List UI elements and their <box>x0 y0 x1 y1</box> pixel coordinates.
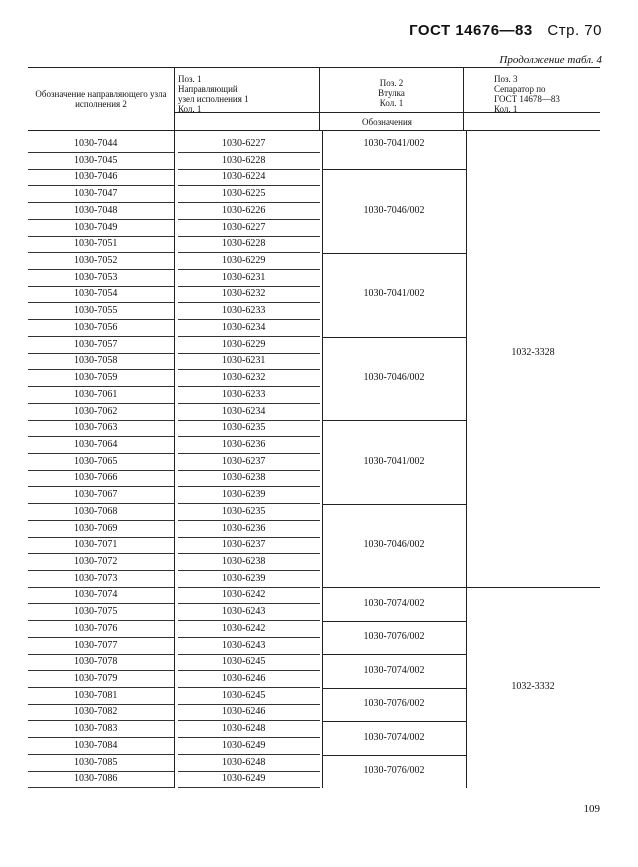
guide-cell <box>178 320 320 337</box>
bushing-group-rule <box>322 755 466 756</box>
guide-code: 1030-6231 <box>222 355 266 367</box>
assembly-code: 1030-7053 <box>74 271 118 283</box>
assembly-cell <box>28 320 174 337</box>
assembly-cell <box>28 153 174 170</box>
guide-cell <box>178 470 320 487</box>
assembly-code: 1030-7085 <box>74 756 118 768</box>
assembly-code: 1030-7074 <box>74 589 118 601</box>
assembly-cell <box>28 704 174 721</box>
assembly-cell <box>28 186 174 203</box>
table-continuation-label: Продолжение табл. 4 <box>499 54 602 66</box>
assembly-code: 1030-7077 <box>74 639 118 651</box>
bushing-group-rule <box>322 337 466 338</box>
guide-code: 1030-6249 <box>222 739 266 751</box>
assembly-code: 1030-7083 <box>74 723 118 735</box>
bushing-code: 1030-7076/002 <box>363 765 425 776</box>
guide-cell <box>178 203 320 220</box>
guide-cell <box>178 521 320 538</box>
assembly-cell <box>28 621 174 638</box>
assembly-code: 1030-7054 <box>74 288 118 300</box>
table-row <box>28 236 328 253</box>
header-col-separator-line: ГОСТ 14678—83 <box>494 94 560 104</box>
guide-cell <box>178 755 320 772</box>
assembly-code: 1030-7061 <box>74 388 118 400</box>
guide-cell <box>178 337 320 354</box>
header-col-guide-line: Кол. 1 <box>178 104 202 114</box>
standard-number: ГОСТ 14676—83 <box>409 22 533 39</box>
table-row <box>28 404 328 421</box>
assembly-cell <box>28 671 174 688</box>
bushing-group-rule <box>322 621 466 622</box>
assembly-cell <box>28 504 174 521</box>
assembly-cell <box>28 253 174 270</box>
guide-cell <box>178 738 320 755</box>
header-col-separator-line: Поз. 3 <box>494 74 518 84</box>
guide-cell <box>178 771 320 788</box>
guide-code: 1030-6228 <box>222 238 266 250</box>
guide-cell <box>178 370 320 387</box>
guide-code: 1030-6238 <box>222 556 266 567</box>
table-row <box>28 186 328 203</box>
separator-code: 1032-3328 <box>511 347 555 358</box>
assembly-cell <box>28 353 174 370</box>
assembly-cell <box>28 587 174 604</box>
guide-code: 1030-6237 <box>222 455 266 467</box>
assembly-code: 1030-7044 <box>74 138 118 149</box>
guide-cell <box>178 587 320 604</box>
guide-cell <box>178 387 320 404</box>
assembly-cell <box>28 454 174 471</box>
guide-code: 1030-6224 <box>222 171 266 183</box>
assembly-code: 1030-7068 <box>74 505 118 517</box>
table-row <box>28 303 328 320</box>
table-row <box>28 470 328 487</box>
table-row <box>28 353 328 370</box>
assembly-code: 1030-7073 <box>74 572 118 584</box>
table-row <box>28 454 328 471</box>
assembly-code: 1030-7045 <box>74 154 118 166</box>
assembly-cell <box>28 521 174 538</box>
assembly-cell <box>28 203 174 220</box>
table-row <box>28 487 328 504</box>
table-row <box>28 220 328 237</box>
table-row <box>28 688 328 705</box>
guide-cell <box>178 353 320 370</box>
designations-subheader: Обозначения <box>174 112 600 131</box>
guide-cell <box>178 504 320 521</box>
assembly-code: 1030-7081 <box>74 689 118 701</box>
guide-cell <box>178 186 320 203</box>
assembly-cell <box>28 370 174 387</box>
assembly-cell <box>28 688 174 705</box>
guide-cell <box>178 487 320 504</box>
assembly-cell <box>28 220 174 237</box>
table-row <box>28 537 328 554</box>
assembly-code: 1030-7075 <box>74 606 118 618</box>
bushing-code: 1030-7074/002 <box>363 597 425 609</box>
assembly-code: 1030-7066 <box>74 472 118 484</box>
table-row <box>28 755 328 772</box>
separator-code: 1032-3332 <box>511 681 555 693</box>
guide-code: 1030-6237 <box>222 539 266 551</box>
guide-cell <box>178 236 320 253</box>
assembly-cell <box>28 654 174 671</box>
header-col-separator-line: Сепаратор по <box>494 84 546 94</box>
guide-code: 1030-6243 <box>222 639 266 651</box>
assembly-code: 1030-7065 <box>74 455 118 467</box>
guide-cell <box>178 136 320 153</box>
guide-code: 1030-6232 <box>222 288 266 300</box>
assembly-cell <box>28 387 174 404</box>
guide-cell <box>178 621 320 638</box>
guide-code: 1030-6246 <box>222 706 266 718</box>
assembly-cell <box>28 136 174 153</box>
page-header <box>409 22 602 39</box>
table-row <box>28 671 328 688</box>
page-number: 109 <box>583 803 600 815</box>
assembly-code: 1030-7079 <box>74 673 118 685</box>
assembly-code: 1030-7059 <box>74 372 118 384</box>
table-row <box>28 320 328 337</box>
guide-cell <box>178 654 320 671</box>
assembly-cell <box>28 738 174 755</box>
assembly-cell <box>28 437 174 454</box>
guide-cell <box>178 404 320 421</box>
guide-code: 1030-6248 <box>222 756 266 768</box>
guide-cell <box>178 420 320 437</box>
assembly-cell <box>28 554 174 571</box>
assembly-code: 1030-7082 <box>74 706 118 718</box>
assembly-code: 1030-7072 <box>74 556 118 567</box>
guide-code: 1030-6246 <box>222 673 266 685</box>
bushing-code: 1030-7041/002 <box>363 455 425 467</box>
guide-cell <box>178 704 320 721</box>
guide-code: 1030-6238 <box>222 472 266 484</box>
guide-code: 1030-6239 <box>222 489 266 501</box>
assembly-cell <box>28 270 174 287</box>
bushing-code: 1030-7046/002 <box>363 539 425 551</box>
table-row <box>28 286 328 303</box>
guide-cell <box>178 571 320 588</box>
assembly-code: 1030-7078 <box>74 656 118 668</box>
guide-code: 1030-6234 <box>222 405 266 417</box>
assembly-code: 1030-7049 <box>74 221 118 233</box>
table-row <box>28 587 328 604</box>
assembly-code: 1030-7069 <box>74 522 118 534</box>
guide-cell <box>178 537 320 554</box>
table-row <box>28 654 328 671</box>
guide-cell <box>178 554 320 571</box>
table-row <box>28 554 328 571</box>
table-row <box>28 203 328 220</box>
guide-cell <box>178 638 320 655</box>
bushing-group-rule <box>322 587 466 588</box>
assembly-cell <box>28 236 174 253</box>
assembly-cell <box>28 537 174 554</box>
assembly-code: 1030-7057 <box>74 338 118 350</box>
guide-code: 1030-6245 <box>222 656 266 668</box>
guide-code: 1030-6233 <box>222 388 266 400</box>
table-row <box>28 621 328 638</box>
table-row <box>28 771 328 788</box>
guide-code: 1030-6236 <box>222 438 266 450</box>
header-col-bushing-line: Втулка <box>378 88 405 98</box>
assembly-cell <box>28 169 174 186</box>
guide-code: 1030-6234 <box>222 321 266 333</box>
bushing-group-rule <box>322 654 466 655</box>
assembly-code: 1030-7056 <box>74 321 118 333</box>
guide-cell <box>178 671 320 688</box>
assembly-cell <box>28 420 174 437</box>
guide-cell <box>178 437 320 454</box>
guide-cell <box>178 270 320 287</box>
bushing-group-rule <box>322 504 466 505</box>
guide-code: 1030-6232 <box>222 372 266 384</box>
assembly-cell <box>28 487 174 504</box>
table-row <box>28 738 328 755</box>
bushing-code: 1030-7046/002 <box>363 204 425 216</box>
bushing-group-rule <box>322 420 466 421</box>
guide-code: 1030-6242 <box>222 589 266 601</box>
guide-code: 1030-6243 <box>222 606 266 618</box>
assembly-code: 1030-7047 <box>74 188 118 200</box>
guide-code: 1030-6228 <box>222 154 266 166</box>
guide-cell <box>178 169 320 186</box>
table-row <box>28 337 328 354</box>
bushing-code: 1030-7041/002 <box>363 288 425 300</box>
assembly-code: 1030-7086 <box>74 773 118 785</box>
assembly-code: 1030-7046 <box>74 171 118 183</box>
assembly-code: 1030-7051 <box>74 238 118 250</box>
guide-cell <box>178 604 320 621</box>
assembly-cell <box>28 721 174 738</box>
guide-code: 1030-6227 <box>222 221 266 233</box>
table-row <box>28 571 328 588</box>
table-row <box>28 153 328 170</box>
table-row <box>28 504 328 521</box>
guide-code: 1030-6245 <box>222 689 266 701</box>
bushing-group-rule <box>322 169 466 170</box>
assembly-cell <box>28 470 174 487</box>
assembly-code: 1030-7071 <box>74 539 118 551</box>
assembly-cell <box>28 755 174 772</box>
guide-code: 1030-6225 <box>222 188 266 200</box>
assembly-cell <box>28 337 174 354</box>
table-row <box>28 370 328 387</box>
assembly-cell <box>28 604 174 621</box>
assembly-code: 1030-7048 <box>74 204 118 216</box>
assembly-code: 1030-7062 <box>74 405 118 417</box>
guide-code: 1030-6249 <box>222 773 266 785</box>
guide-code: 1030-6242 <box>222 622 266 634</box>
guide-code: 1030-6231 <box>222 271 266 283</box>
guide-cell <box>178 303 320 320</box>
assembly-cell <box>28 286 174 303</box>
guide-code: 1030-6233 <box>222 305 266 317</box>
bushing-code: 1030-7041/002 <box>363 138 425 149</box>
bushing-group-rule <box>322 253 466 254</box>
guide-code: 1030-6239 <box>222 572 266 584</box>
header-col-guide-line: Поз. 1 <box>178 74 202 84</box>
table-row <box>28 704 328 721</box>
guide-code: 1030-6229 <box>222 255 266 267</box>
guide-code: 1030-6248 <box>222 723 266 735</box>
table-row <box>28 387 328 404</box>
assembly-code: 1030-7064 <box>74 438 118 450</box>
guide-cell <box>178 220 320 237</box>
header-col-bushing-line: Кол. 1 <box>379 98 404 108</box>
assembly-cell <box>28 571 174 588</box>
table-row <box>28 721 328 738</box>
table-row <box>28 638 328 655</box>
table-row <box>28 521 328 538</box>
header-col-guide-line: Направляющий <box>178 84 238 94</box>
table-row <box>28 437 328 454</box>
separator-group-rule <box>466 587 600 588</box>
guide-cell <box>178 688 320 705</box>
guide-cell <box>178 454 320 471</box>
table-row <box>28 136 328 153</box>
guide-cell <box>178 153 320 170</box>
table-row <box>28 253 328 270</box>
assembly-code: 1030-7055 <box>74 305 118 317</box>
header-col-guide-line: узел исполнения 1 <box>178 94 249 104</box>
bushing-code: 1030-7076/002 <box>363 631 425 643</box>
bushing-code: 1030-7076/002 <box>363 698 425 710</box>
guide-cell <box>178 286 320 303</box>
header-col-bushing-line: Поз. 2 <box>379 78 404 88</box>
assembly-code: 1030-7076 <box>74 622 118 634</box>
guide-cell <box>178 721 320 738</box>
assembly-code: 1030-7084 <box>74 739 118 751</box>
header-col-assembly <box>28 68 175 130</box>
assembly-code: 1030-7058 <box>74 355 118 367</box>
table-row <box>28 604 328 621</box>
header-col-assembly-label: Обозначение направляющего узла исполнения 2 <box>35 89 167 109</box>
guide-cell <box>178 253 320 270</box>
guide-code: 1030-6235 <box>222 422 266 434</box>
assembly-code: 1030-7052 <box>74 255 118 267</box>
bushing-code: 1030-7074/002 <box>363 731 425 743</box>
assembly-code: 1030-7063 <box>74 422 118 434</box>
guide-code: 1030-6235 <box>222 505 266 517</box>
header-col-separator-line: Кол. 1 <box>494 104 518 114</box>
bushing-group-rule <box>322 688 466 689</box>
table-row <box>28 420 328 437</box>
table-row <box>28 169 328 186</box>
guide-code: 1030-6227 <box>222 138 266 149</box>
table-row <box>28 270 328 287</box>
assembly-code: 1030-7067 <box>74 489 118 501</box>
assembly-cell <box>28 404 174 421</box>
guide-code: 1030-6226 <box>222 204 266 216</box>
bushing-group-rule <box>322 721 466 722</box>
guide-code: 1030-6229 <box>222 338 266 350</box>
assembly-cell <box>28 771 174 788</box>
page-reference: Стр. 70 <box>547 22 602 39</box>
bushing-code: 1030-7074/002 <box>363 664 425 676</box>
assembly-cell <box>28 638 174 655</box>
guide-code: 1030-6236 <box>222 522 266 534</box>
assembly-cell <box>28 303 174 320</box>
bushing-code: 1030-7046/002 <box>363 372 425 384</box>
